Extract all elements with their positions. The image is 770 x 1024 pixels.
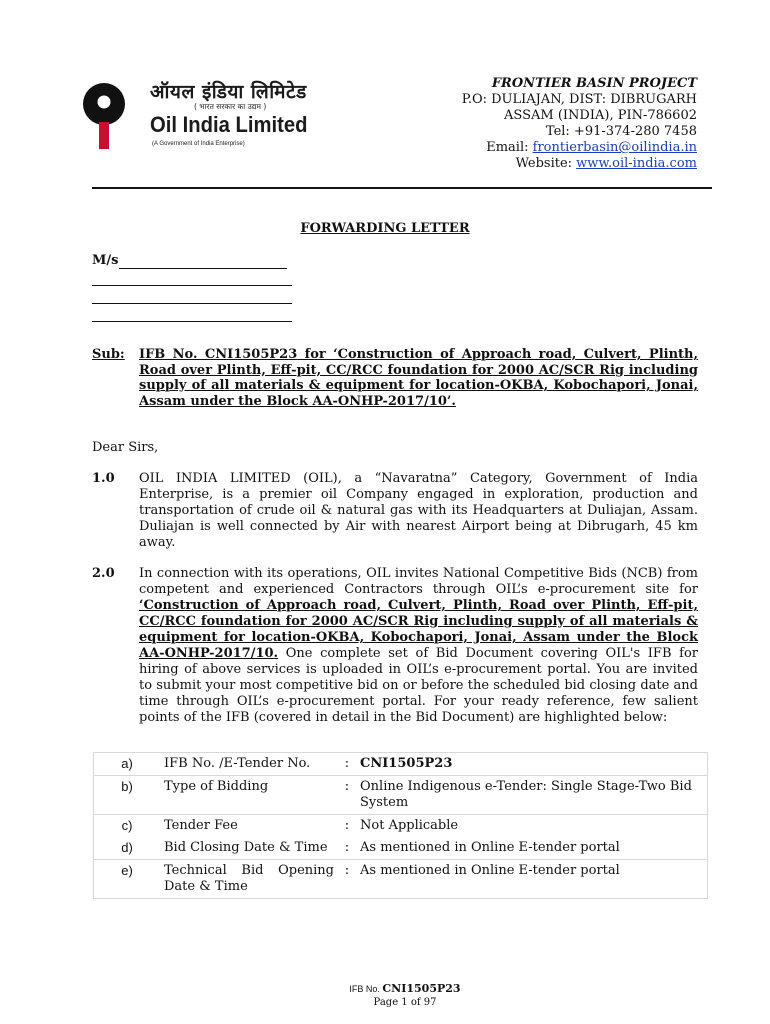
row-field: Bid Closing Date & Time bbox=[164, 840, 328, 855]
subject-description: for ‘Construction of Approach road, Culvert, Plinth, Road over Plinth, Eff-pit, CC/RCC foundation for 2000 AC/SCR Rig including supply of all materials & equipment for location-OKBA, Kobochapori, Jonai, Assam under the Block AA-ONHP-2017/10’. bbox=[139, 347, 699, 409]
email-link[interactable]: frontierbasin@oilindia.in bbox=[532, 140, 697, 155]
row-value: As mentioned in Online E-tender portal bbox=[360, 863, 620, 878]
row-field: Tender Fee bbox=[164, 818, 238, 833]
subject-ifb-number: IFB No. CNI1505P23 bbox=[139, 347, 298, 362]
row-index: b) bbox=[121, 779, 133, 794]
row-separator: : bbox=[344, 756, 350, 771]
paragraph-text bbox=[139, 566, 698, 726]
subject-block bbox=[92, 347, 698, 409]
paragraph-2 bbox=[92, 566, 698, 726]
website-link[interactable]: www.oil-india.com bbox=[576, 156, 697, 171]
table-row bbox=[94, 753, 708, 776]
logo-hindi-name: ऑयल इंडिया लिमिटेड bbox=[150, 81, 307, 103]
paragraph-1 bbox=[92, 471, 698, 551]
address-line-1: P.O: DULIAJAN, DIST: DIBRUGARH bbox=[461, 92, 697, 107]
recipient-blank bbox=[119, 254, 287, 269]
recipient-first-line bbox=[92, 252, 292, 269]
recipient-blank-line bbox=[92, 305, 292, 322]
footer-ifb-label: IFB No. bbox=[349, 984, 383, 994]
row-separator: : bbox=[344, 779, 350, 794]
row-value: Online Indigenous e-Tender: Single Stage-Two Bid System bbox=[360, 779, 692, 810]
logo-hindi-subtitle: ( भारत सरकार का उद्यम ) bbox=[194, 102, 267, 111]
footer-ifb-code: CNI1505P23 bbox=[382, 982, 461, 995]
paragraph-text-part: In connection with its operations, OIL invites National Competitive Bids (NCB) from competent and experienced Contractors through OIL’s e-procurement site for bbox=[139, 566, 698, 597]
recipient-label: M/s bbox=[92, 253, 119, 268]
subject-label: Sub: bbox=[92, 347, 125, 362]
logo-english-subtitle: (A Government of India Enterprise) bbox=[152, 141, 245, 147]
row-value: CNI1505P23 bbox=[360, 756, 453, 771]
page-number: Page 1 of 97 bbox=[373, 997, 437, 1008]
email-line bbox=[462, 140, 697, 156]
project-name: FRONTIER BASIN PROJECT bbox=[491, 76, 697, 91]
row-field: IFB No. /E-Tender No. bbox=[164, 756, 311, 771]
row-value: Not Applicable bbox=[360, 818, 459, 833]
paragraph-number: 1.0 bbox=[92, 471, 115, 486]
subject-text bbox=[139, 347, 698, 409]
letter-title: FORWARDING LETTER bbox=[300, 221, 470, 236]
header-divider bbox=[92, 187, 712, 189]
recipient-blank-line bbox=[92, 287, 292, 304]
row-index: e) bbox=[121, 863, 133, 878]
paragraph-work-description: ‘Construction of Approach road, Culvert, Plinth, Road over Plinth, Eff-pit, CC/RCC foundation for 2000 AC/SCR Rig including supply of all materials & equipment for location-OKBA, Kobochapori, Jonai, Assam under the Block AA-ONHP-2017/10. bbox=[139, 598, 698, 661]
row-value: As mentioned in Online E-tender portal bbox=[360, 840, 620, 855]
table-row bbox=[94, 837, 708, 860]
table-row bbox=[94, 815, 708, 838]
page-footer bbox=[0, 982, 770, 1009]
address-block bbox=[462, 76, 697, 172]
telephone: Tel: +91-374-280 7458 bbox=[545, 124, 697, 139]
salutation: Dear Sirs, bbox=[92, 440, 159, 455]
row-index: d) bbox=[121, 840, 133, 855]
row-separator: : bbox=[344, 840, 350, 855]
paragraph-text: OIL INDIA LIMITED (OIL), a “Navaratna” Category, Government of India Enterprise, is a premier oil Company engaged in exploration, production and transportation of crude oil & natural gas with its Headquarters at Duliajan, Assam. Duliajan is well connected by Air with nearest Airport being at Dibrugarh, 45 km away. bbox=[139, 471, 698, 550]
table-row bbox=[94, 776, 708, 815]
ifb-summary-table bbox=[93, 752, 708, 899]
row-index: c) bbox=[121, 818, 133, 833]
footer-ifb bbox=[0, 982, 770, 996]
recipient-block bbox=[92, 252, 292, 323]
row-index: a) bbox=[121, 756, 133, 771]
row-field: Technical Bid Opening Date & Time bbox=[164, 863, 334, 894]
row-separator: : bbox=[344, 818, 350, 833]
company-logo bbox=[80, 78, 340, 158]
logo-english-name: Oil India Limited bbox=[150, 112, 308, 137]
oil-drop-logo-icon bbox=[80, 80, 128, 150]
email-label: Email: bbox=[486, 140, 533, 155]
row-separator: : bbox=[344, 863, 350, 878]
table-row bbox=[94, 860, 708, 899]
address-line-2: ASSAM (INDIA), PIN-786602 bbox=[504, 108, 697, 123]
website-line bbox=[462, 156, 697, 172]
paragraph-text-part: One complete set of Bid Document covering OIL's IFB for hiring of above services is uploaded in OIL’s e-procurement portal. You are invited to submit your most competitive bid on or before the scheduled bid closing date and time through OIL’s e-procurement portal. For your ready reference, few salient points of the IFB (covered in detail in the Bid Document) are highlighted below: bbox=[139, 646, 698, 725]
paragraph-number: 2.0 bbox=[92, 566, 115, 581]
website-label: Website: bbox=[515, 156, 577, 171]
row-field: Type of Bidding bbox=[164, 779, 269, 794]
recipient-blank-line bbox=[92, 269, 292, 286]
